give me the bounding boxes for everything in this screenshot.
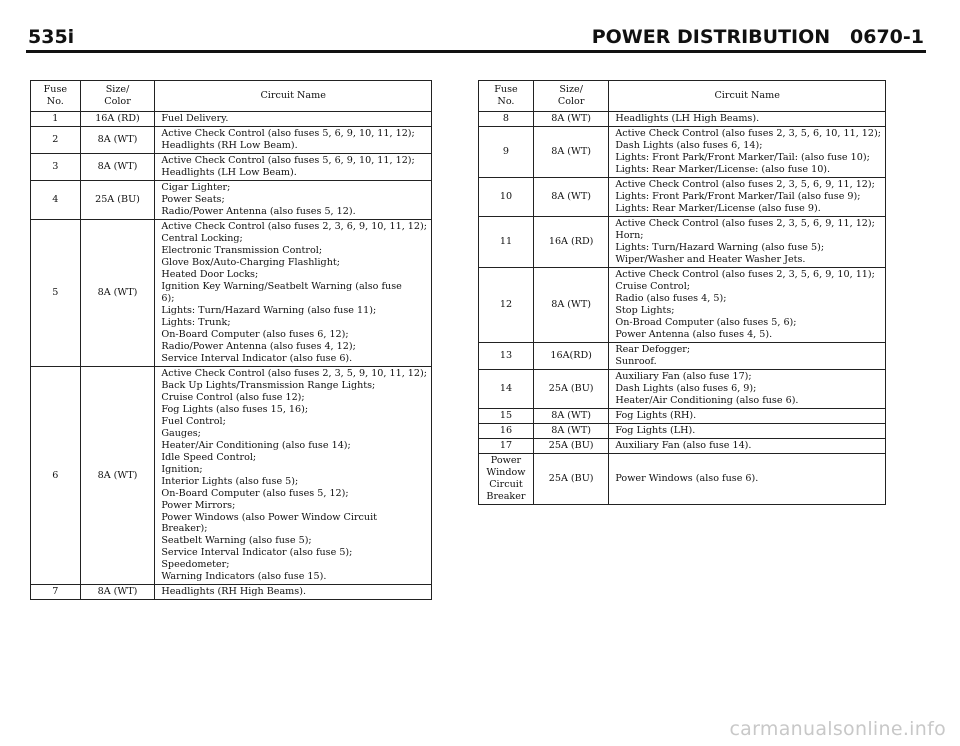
fuse-size-cell: 8A (WT): [80, 366, 155, 585]
table-row: [479, 423, 886, 438]
circuit-line: Fog Lights (also fuses 15, 16);: [161, 403, 309, 415]
circuit-line: On-Board Computer (also fuses 6, 12);: [161, 328, 349, 340]
table-row: [31, 366, 432, 585]
circuit-line: Active Check Control (also fuses 2, 3, 6, 9, 10, 11, 12);: [161, 220, 427, 232]
circuit-line: Horn;: [615, 229, 644, 241]
table-header-row: [31, 81, 432, 112]
fuse-size-cell: 8A (WT): [533, 112, 608, 127]
fuse-size-cell: 8A (WT): [533, 408, 608, 423]
circuit-name-cell: [155, 112, 432, 127]
circuit-line: Headlights (LH Low Beam).: [161, 166, 297, 178]
fuse-size-cell: 8A (WT): [533, 267, 608, 342]
circuit-name-cell: [609, 267, 886, 342]
circuit-line: Lights: Trunk;: [161, 316, 231, 328]
circuit-line: Headlights (RH High Beams).: [161, 586, 306, 598]
fuse-size-cell: 8A (WT): [80, 219, 155, 366]
circuit-line: Fog Lights (RH).: [615, 409, 697, 421]
circuit-line: Headlights (LH High Beams).: [615, 113, 760, 124]
circuit-name-cell: [155, 366, 432, 585]
page-section-title: POWER DISTRIBUTION 0670-1: [591, 26, 924, 48]
circuit-line: Radio (also fuses 4, 5);: [615, 292, 727, 304]
fuse-table-right: [478, 80, 886, 505]
column-header-fuse: Fuse No.: [31, 81, 81, 112]
circuit-line: Dash Lights (also fuses 6, 14);: [615, 139, 763, 151]
circuit-line: Lights: Rear Marker/License (also fuse 9).: [615, 202, 821, 214]
circuit-line: Radio/Power Antenna (also fuses 4, 12);: [161, 340, 356, 352]
fuse-number-cell: 17: [479, 438, 534, 453]
circuit-name-cell: [155, 585, 432, 600]
circuit-line: Breaker);: [161, 523, 208, 535]
circuit-name-cell: [609, 369, 886, 408]
circuit-line: Heater/Air Conditioning (also fuse 6).: [615, 394, 799, 406]
circuit-name-cell: [609, 453, 886, 504]
circuit-line: Heater/Air Conditioning (also fuse 14);: [161, 439, 351, 451]
fuse-size-cell: 16A (RD): [80, 112, 155, 127]
circuit-line: Cruise Control;: [615, 280, 690, 292]
watermark-text: carmanualsonline.info: [729, 718, 946, 740]
table-row: [479, 369, 886, 408]
circuit-line: Cigar Lighter;: [161, 181, 231, 193]
table-row: [31, 153, 432, 180]
circuit-line: Cruise Control (also fuse 12);: [161, 391, 305, 403]
circuit-line: Idle Speed Control;: [161, 451, 257, 463]
fuse-number-cell: 8: [479, 112, 534, 127]
circuit-line: Gauges;: [161, 427, 201, 439]
circuit-line: Service Interval Indicator (also fuse 6).: [161, 352, 353, 364]
table-row: [31, 219, 432, 366]
circuit-line: Interior Lights (also fuse 5);: [161, 475, 299, 487]
fuse-number-cell: 4: [31, 180, 81, 219]
table-row: [479, 453, 886, 504]
circuit-line: On-Board Computer (also fuses 5, 12);: [161, 487, 349, 499]
fuse-size-cell: 8A (WT): [80, 585, 155, 600]
circuit-line: Seatbelt Warning (also fuse 5);: [161, 535, 312, 547]
fuse-size-cell: 8A (WT): [533, 126, 608, 177]
circuit-line: Fog Lights (LH).: [615, 424, 696, 436]
circuit-line: Wiper/Washer and Heater Washer Jets.: [615, 253, 806, 265]
fuse-number-cell: 13: [479, 342, 534, 369]
circuit-line: Active Check Control (also fuses 5, 6, 9, 10, 11, 12);: [161, 127, 415, 139]
circuit-line: Heated Door Locks;: [161, 268, 259, 280]
circuit-line: Lights: Rear Marker/License: (also fuse 10).: [615, 163, 831, 175]
fuse-size-cell: 8A (WT): [80, 126, 155, 153]
circuit-name-cell: [609, 177, 886, 216]
circuit-line: Headlights (RH Low Beam).: [161, 139, 298, 151]
circuit-line: Active Check Control (also fuses 2, 3, 5, 6, 9, 11, 12);: [615, 217, 875, 229]
circuit-line: Ignition Key Warning/Seatbelt Warning (also fuse: [161, 280, 402, 292]
fuse-table-left-body: [31, 112, 432, 600]
table-row: [479, 177, 886, 216]
circuit-line: Lights: Turn/Hazard Warning (also fuse 5);: [615, 241, 825, 253]
circuit-name-cell: [609, 216, 886, 267]
circuit-line: Central Locking;: [161, 232, 243, 244]
fuse-size-cell: 8A (WT): [80, 153, 155, 180]
column-header-fuse: Fuse No.: [479, 81, 534, 112]
table-row: [31, 112, 432, 127]
fuse-number-cell: 7: [31, 585, 81, 600]
circuit-line: Power Windows (also Power Window Circuit: [161, 511, 378, 523]
circuit-line: Speedometer;: [161, 559, 230, 571]
circuit-line: Dash Lights (also fuses 6, 9);: [615, 382, 757, 394]
circuit-line: Fuel Delivery.: [161, 113, 229, 124]
circuit-line: Active Check Control (also fuses 2, 3, 5, 9, 10, 11, 12);: [161, 367, 427, 379]
column-header-size: Size/ Color: [533, 81, 608, 112]
fuse-number-cell: 1: [31, 112, 81, 127]
circuit-line: Active Check Control (also fuses 5, 6, 9, 10, 11, 12);: [161, 154, 415, 166]
fuse-number-cell: 2: [31, 126, 81, 153]
circuit-name-cell: [155, 180, 432, 219]
circuit-line: Rear Defogger;: [615, 343, 691, 355]
header-divider: [26, 50, 926, 53]
fuse-number-cell: 15: [479, 408, 534, 423]
circuit-line: Glove Box/Auto-Charging Flashlight;: [161, 256, 340, 268]
table-row: [31, 180, 432, 219]
circuit-name-cell: [609, 112, 886, 127]
circuit-name-cell: [609, 342, 886, 369]
circuit-line: Power Mirrors;: [161, 499, 236, 511]
table-row: [479, 267, 886, 342]
table-row: [31, 126, 432, 153]
fuse-size-cell: 8A (WT): [533, 177, 608, 216]
circuit-line: Power Seats;: [161, 193, 225, 205]
circuit-line: Auxiliary Fan (also fuse 17);: [615, 370, 752, 382]
table-row: [479, 112, 886, 127]
circuit-line: Warning Indicators (also fuse 15).: [161, 571, 327, 583]
circuit-name-cell: [155, 153, 432, 180]
circuit-line: 6);: [161, 292, 175, 304]
circuit-line: Fuel Control;: [161, 415, 226, 427]
circuit-line: Lights: Turn/Hazard Warning (also fuse 11);: [161, 304, 377, 316]
circuit-line: Stop Lights;: [615, 304, 675, 316]
fuse-size-cell: 16A(RD): [533, 342, 608, 369]
fuse-size-cell: 25A (BU): [80, 180, 155, 219]
circuit-line: Active Check Control (also fuses 2, 3, 5, 6, 9, 10, 11);: [615, 268, 875, 280]
circuit-line: Power Antenna (also fuses 4, 5).: [615, 328, 773, 340]
circuit-line: Service Interval Indicator (also fuse 5);: [161, 547, 353, 559]
fuse-number-cell: 9: [479, 126, 534, 177]
fuse-number-cell: 16: [479, 423, 534, 438]
circuit-line: Lights: Front Park/Front Marker/Tail (also fuse 9);: [615, 190, 861, 202]
page-model: 535i: [28, 26, 75, 48]
circuit-line: Sunroof.: [615, 355, 657, 367]
fuse-size-cell: 25A (BU): [533, 453, 608, 504]
circuit-line: Active Check Control (also fuses 2, 3, 5, 6, 10, 11, 12);: [615, 127, 881, 139]
circuit-name-cell: [609, 423, 886, 438]
fuse-number-cell: Power Window Circuit Breaker: [479, 453, 534, 504]
column-header-size: Size/ Color: [80, 81, 155, 112]
table-row: [479, 342, 886, 369]
fuse-number-cell: 11: [479, 216, 534, 267]
circuit-line: On-Broad Computer (also fuses 5, 6);: [615, 316, 797, 328]
circuit-name-cell: [609, 438, 886, 453]
circuit-name-cell: [609, 408, 886, 423]
fuse-number-cell: 14: [479, 369, 534, 408]
column-header-circuit: Circuit Name: [609, 81, 886, 112]
circuit-name-cell: [155, 219, 432, 366]
circuit-line: Electronic Transmission Control;: [161, 244, 323, 256]
circuit-name-cell: [609, 126, 886, 177]
table-row: [31, 585, 432, 600]
fuse-size-cell: 8A (WT): [533, 423, 608, 438]
circuit-line: Ignition;: [161, 463, 203, 475]
fuse-size-cell: 16A (RD): [533, 216, 608, 267]
table-row: [479, 408, 886, 423]
circuit-line: Lights: Front Park/Front Marker/Tail: (also fuse 10);: [615, 151, 870, 163]
fuse-size-cell: 25A (BU): [533, 438, 608, 453]
table-row: [479, 438, 886, 453]
fuse-number-cell: 12: [479, 267, 534, 342]
column-header-circuit: Circuit Name: [155, 81, 432, 112]
table-header-row: [479, 81, 886, 112]
fuse-number-cell: 6: [31, 366, 81, 585]
fuse-table-right-body: [479, 112, 886, 505]
circuit-line: Auxiliary Fan (also fuse 14).: [615, 439, 752, 451]
circuit-name-cell: [155, 126, 432, 153]
fuse-table-left: [30, 80, 432, 600]
circuit-line: Radio/Power Antenna (also fuses 5, 12).: [161, 205, 356, 217]
fuse-number-cell: 3: [31, 153, 81, 180]
circuit-line: Back Up Lights/Transmission Range Lights;: [161, 379, 376, 391]
fuse-size-cell: 25A (BU): [533, 369, 608, 408]
circuit-line: Active Check Control (also fuses 2, 3, 5, 6, 9, 11, 12);: [615, 178, 875, 190]
table-row: [479, 126, 886, 177]
fuse-number-cell: 5: [31, 219, 81, 366]
fuse-number-cell: 10: [479, 177, 534, 216]
circuit-line: Power Windows (also fuse 6).: [615, 472, 759, 484]
table-row: [479, 216, 886, 267]
